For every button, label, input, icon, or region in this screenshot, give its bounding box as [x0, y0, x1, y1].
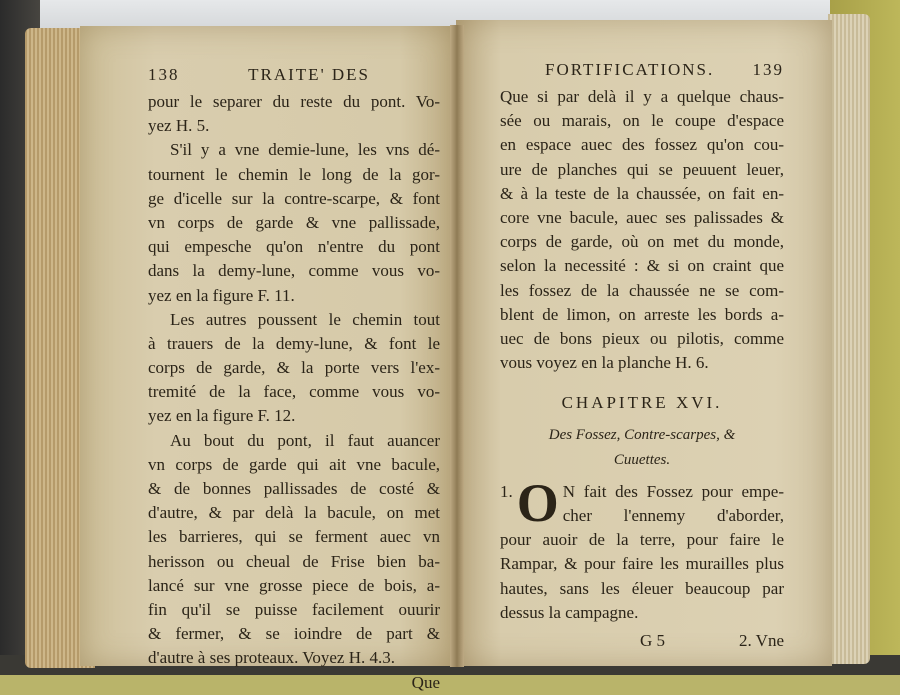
- page-number: 139: [752, 60, 784, 79]
- text-line: Au bout du pont, il faut auancer: [170, 430, 440, 450]
- text-line: S'il y a vne demie-lune, les vns dé-: [170, 140, 440, 160]
- left-page-header: [148, 60, 440, 90]
- book-fore-edge-right: [828, 14, 870, 664]
- text-line: yez en la figure F. 11.: [148, 285, 295, 305]
- drop-cap: O: [516, 472, 559, 533]
- running-head: FORTIFICATIONS.: [545, 60, 715, 79]
- text-line: Rampar, & pour faire les murailles plus: [500, 554, 784, 574]
- text-line: pour auoir de la terre, pour faire le: [500, 530, 784, 550]
- page-footer: [500, 631, 784, 651]
- text-line: en espace auec des fossez qu'on cou-: [500, 135, 784, 155]
- text-line: corps de garde, & la porte vers l'ex-: [148, 358, 440, 378]
- text-line: corps de garde, où on met du monde,: [500, 232, 784, 252]
- text-line: dans la demy-lune, comme vous vo-: [148, 261, 440, 281]
- left-page-text: [148, 60, 440, 695]
- text-line: Les autres poussent le chemin tout: [170, 309, 440, 329]
- right-page-header: [500, 55, 784, 85]
- right-page-body: [500, 85, 784, 375]
- text-line: blent de limon, on arreste les bords a-: [500, 304, 784, 324]
- text-line: ge d'icelle sur la contre-scarpe, & font: [148, 188, 440, 208]
- catchword: Que: [411, 672, 440, 692]
- text-line: core vne bacule, auec ses palissades &: [500, 207, 784, 227]
- chapter-subtitle: Des Fossez, Contre-scarpes, &: [548, 427, 736, 444]
- paragraph-number: 1.: [500, 481, 513, 501]
- text-line: yez H. 5.: [148, 116, 210, 136]
- text-line: pour le separer du reste du pont. Vo-: [148, 92, 440, 111]
- right-page-text: [500, 55, 784, 651]
- chapter-title: CHAPITRE XVI.: [561, 393, 723, 413]
- text-line: hautes, sans les éleuer beaucoup par: [500, 578, 784, 598]
- text-line: qui empesche qu'on n'entre du pont: [148, 237, 440, 257]
- text-line: uec de bons pieux ou pilotis, comme: [500, 328, 784, 348]
- text-line: vous voyez en la planche H. 6.: [500, 353, 709, 373]
- text-line: vn corps de garde qui ait vne bacule,: [148, 454, 440, 474]
- catchword: 2. Vne: [738, 630, 784, 650]
- text-line: vn corps de garde & vne pallissade,: [148, 212, 440, 232]
- text-line: à trauers de la demy-lune, & font le: [148, 333, 440, 353]
- chapter-subtitle-cont: Cuuettes.: [613, 451, 671, 468]
- text-line: sée ou marais, on le coupe d'espace: [500, 111, 784, 131]
- signature-mark: G 5: [640, 630, 666, 650]
- text-line: les fossez de la chaussée ne se com-: [500, 280, 784, 300]
- text-line: d'autre à ses proteaux. Voyez H. 4.3.: [148, 648, 395, 668]
- running-head: TRAITE' DES: [248, 65, 370, 84]
- book-gutter: [450, 25, 464, 667]
- text-line: & à la teste de la chaussée, on fait en-: [500, 183, 784, 203]
- left-page-body: [148, 90, 440, 671]
- text-line: fin qu'il se puisse facilement ouurir: [148, 599, 440, 619]
- chapter-paragraph: [500, 472, 784, 625]
- text-line: ure de planches qui se peuuent leuer,: [500, 159, 784, 179]
- text-line: herisson ou cheual de Frise bien ba-: [148, 551, 440, 571]
- text-line: d'autre, & par delà la bacule, on met: [148, 503, 440, 523]
- text-line: tournent le chemin le long de la gor-: [148, 164, 440, 184]
- text-line: yez en la figure F. 12.: [148, 406, 296, 426]
- text-line: Que si par delà il y a quelque chaus-: [500, 87, 784, 106]
- text-line: dessus la campagne.: [500, 602, 639, 622]
- text-line: cher l'ennemy d'aborder,: [562, 506, 784, 525]
- text-line: selon la necessité : & si on craint que: [500, 256, 784, 276]
- text-line: & de bonnes pallissades de costé &: [148, 479, 440, 498]
- text-line: tremité de la face, comme vous vo-: [148, 382, 440, 402]
- text-line: N fait des Fossez pour empe-: [562, 481, 784, 501]
- text-line: les barrieres, qui se ferment auec vn: [148, 527, 440, 547]
- text-line: lancé sur vne grosse piece de bois, a-: [148, 575, 440, 595]
- text-line: & fermer, & se ioindre de part &: [148, 624, 440, 644]
- page-number: 138: [148, 65, 180, 84]
